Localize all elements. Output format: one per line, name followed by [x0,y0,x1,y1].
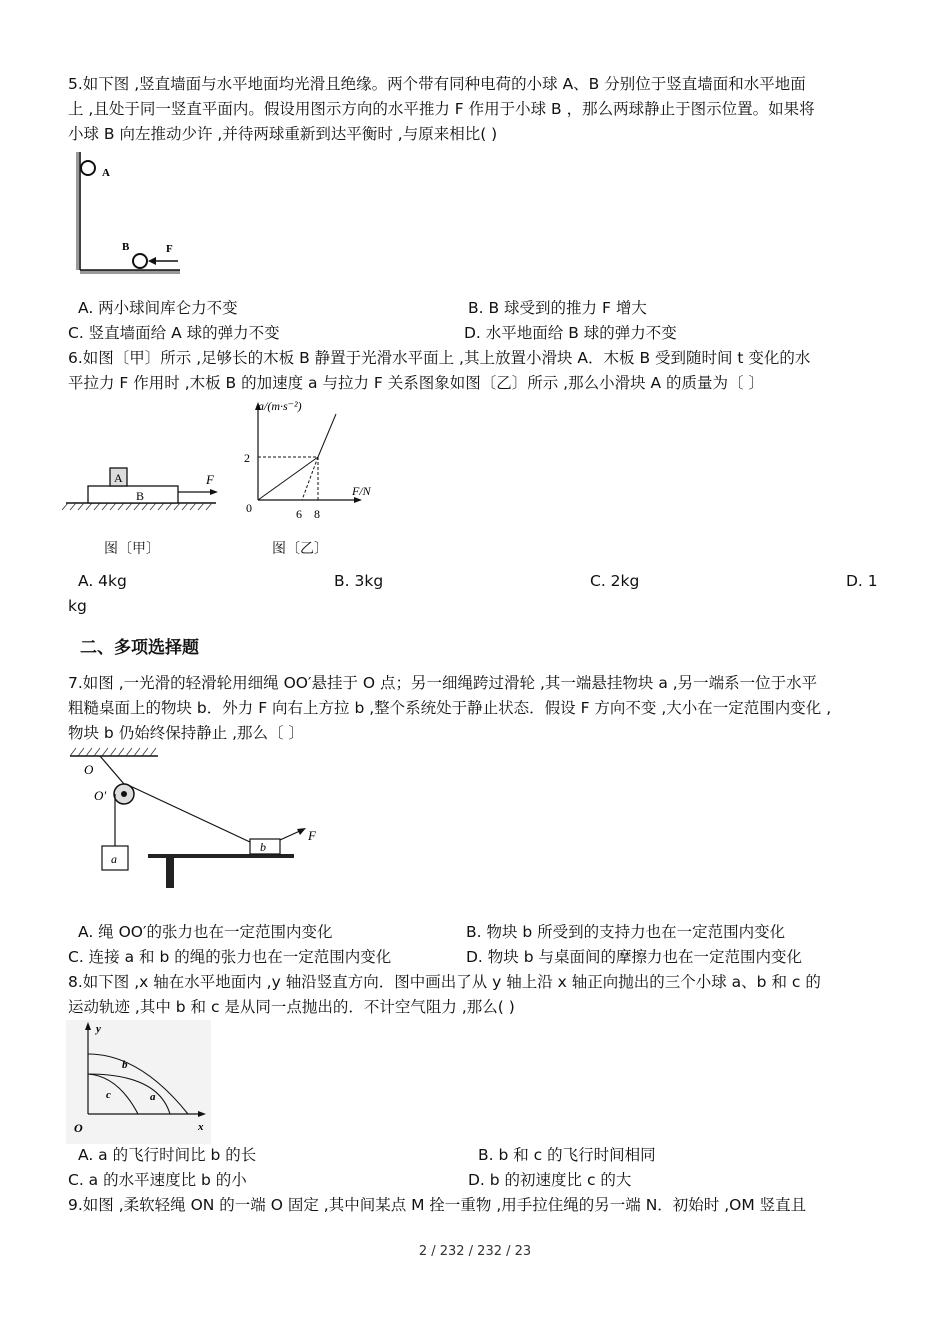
q7-line-2: 粗糙桌面上的物块 b．外力 F 向右上方拉 b ,整个系统处于静止状态．假设 F 方向不变 ,大小在一定范围内变化 , [68,699,832,717]
q6-caption-jia: 图〔甲〕 [104,542,160,557]
q5-line-3: 小球 B 向左推动少许 ,并待两球重新到达平衡时 ,与原来相比( ) [68,125,498,143]
q8-line-2: 运动轨迹 ,其中 b 和 c 是从同一点抛出的．不计空气阻力 ,那么( ) [68,998,515,1016]
q7-line-3: 物块 b 仍始终保持静止 ,那么〔 〕 [68,724,304,742]
q8-option-c[interactable]: C. a 的水平速度比 b 的小 [68,1171,247,1189]
q5-option-a[interactable]: A. 两小球间库仑力不变 [78,299,238,317]
q5-option-d[interactable]: D. 水平地面给 B 球的弹力不变 [464,324,677,342]
q7-option-c[interactable]: C. 连接 a 和 b 的绳的张力也在一定范围内变化 [68,948,392,966]
q6-option-b[interactable]: B. 3kg [334,572,384,590]
q8-line-1: 8.如下图 ,x 轴在水平地面内 ,y 轴沿竖直方向．图中画出了从 y 轴上沿 x 轴正向抛出的三个小球 a、b 和 c 的 [68,973,821,991]
q6-force-label: F [206,472,214,487]
q6-x-tick-8: 8 [314,507,320,521]
q5-label-a: A [102,167,110,179]
q7-label-o-prime: O′ [94,788,107,803]
q8-label-a: a [150,1091,156,1103]
q8-label-x: x [198,1121,204,1133]
q7-label-b: b [260,840,266,854]
q7-line-1: 7.如图 ,一光滑的轻滑轮用细绳 OO′悬挂于 O 点；另一细绳跨过滑轮 ,其一端悬挂物块 a ,另一端系一位于水平 [68,674,818,692]
q7-label-o: O [84,762,94,777]
q7-label-f: F [308,828,316,843]
q6-y-tick-2: 2 [244,451,250,465]
page-number: 2 / 232 / 232 / 23 [418,1244,532,1259]
q8-option-a[interactable]: A. a 的飞行时间比 b 的长 [78,1146,257,1164]
q9-line-1: 9.如图 ,柔软轻绳 ON 的一端 O 固定 ,其中间某点 M 拴一重物 ,用手拉住绳的另一端 N．初始时 ,OM 竖直且 [68,1196,807,1214]
q8-label-b: b [122,1059,128,1071]
q6-option-d-wrap: kg [68,597,87,615]
q8-label-c: c [106,1089,111,1101]
q6-caption-yi: 图〔乙〕 [272,542,328,557]
q6-y-axis-label: a/(m·s⁻²) [258,399,302,413]
q5-option-b[interactable]: B. B 球受到的推力 F 增大 [468,299,647,317]
q5-figure [70,150,190,280]
q7-option-b[interactable]: B. 物块 b 所受到的支持力也在一定范围内变化 [466,923,786,941]
q5-option-c[interactable]: C. 竖直墙面给 A 球的弹力不变 [68,324,280,342]
q6-block-a-label: A [114,471,123,485]
q5-line-2: 上 ,且处于同一竖直平面内。假设用图示方向的水平推力 F 作用于小球 B ，那么两球静止于图示位置。如果将 [68,100,815,118]
q6-option-a[interactable]: A. 4kg [78,572,127,590]
section-title-multiple-choice: 二、多项选择题 [80,638,199,658]
q5-label-f: F [166,243,173,255]
q6-x-axis-label: F/N [352,484,371,498]
q6-figure-yi [240,396,390,536]
q6-x-tick-6: 6 [296,507,302,521]
q7-option-d[interactable]: D. 物块 b 与桌面间的摩擦力也在一定范围内变化 [466,948,802,966]
q6-option-c[interactable]: C. 2kg [590,572,640,590]
q6-option-d[interactable]: D. 1 [846,572,878,590]
q8-option-d[interactable]: D. b 的初速度比 c 的大 [468,1171,632,1189]
q7-figure [66,748,336,888]
q8-label-y: y [96,1023,101,1035]
q7-label-a: a [111,852,117,866]
q6-origin-label: 0 [246,501,252,515]
q6-block-b-label: B [136,489,145,503]
q8-label-o: O [74,1121,83,1135]
q5-line-1: 5.如下图 ,竖直墙面与水平地面均光滑且绝缘。两个带有同种电荷的小球 A、B 分别位于竖直墙面和水平地面 [68,75,806,93]
q6-line-2: 平拉力 F 作用时 ,木板 B 的加速度 a 与拉力 F 关系图象如图〔乙〕所示 ,那么小滑块 A 的质量为〔 〕 [68,374,764,392]
q8-option-b[interactable]: B. b 和 c 的飞行时间相同 [478,1146,656,1164]
q6-line-1: 6.如图〔甲〕所示 ,足够长的木板 B 静置于光滑水平面上 ,其上放置小滑块 A．木板 B 受到随时间 t 变化的水 [68,349,811,367]
q8-figure [66,1020,211,1144]
q7-option-a[interactable]: A. 绳 OO′的张力也在一定范围内变化 [78,923,333,941]
q5-label-b: B [122,241,130,253]
